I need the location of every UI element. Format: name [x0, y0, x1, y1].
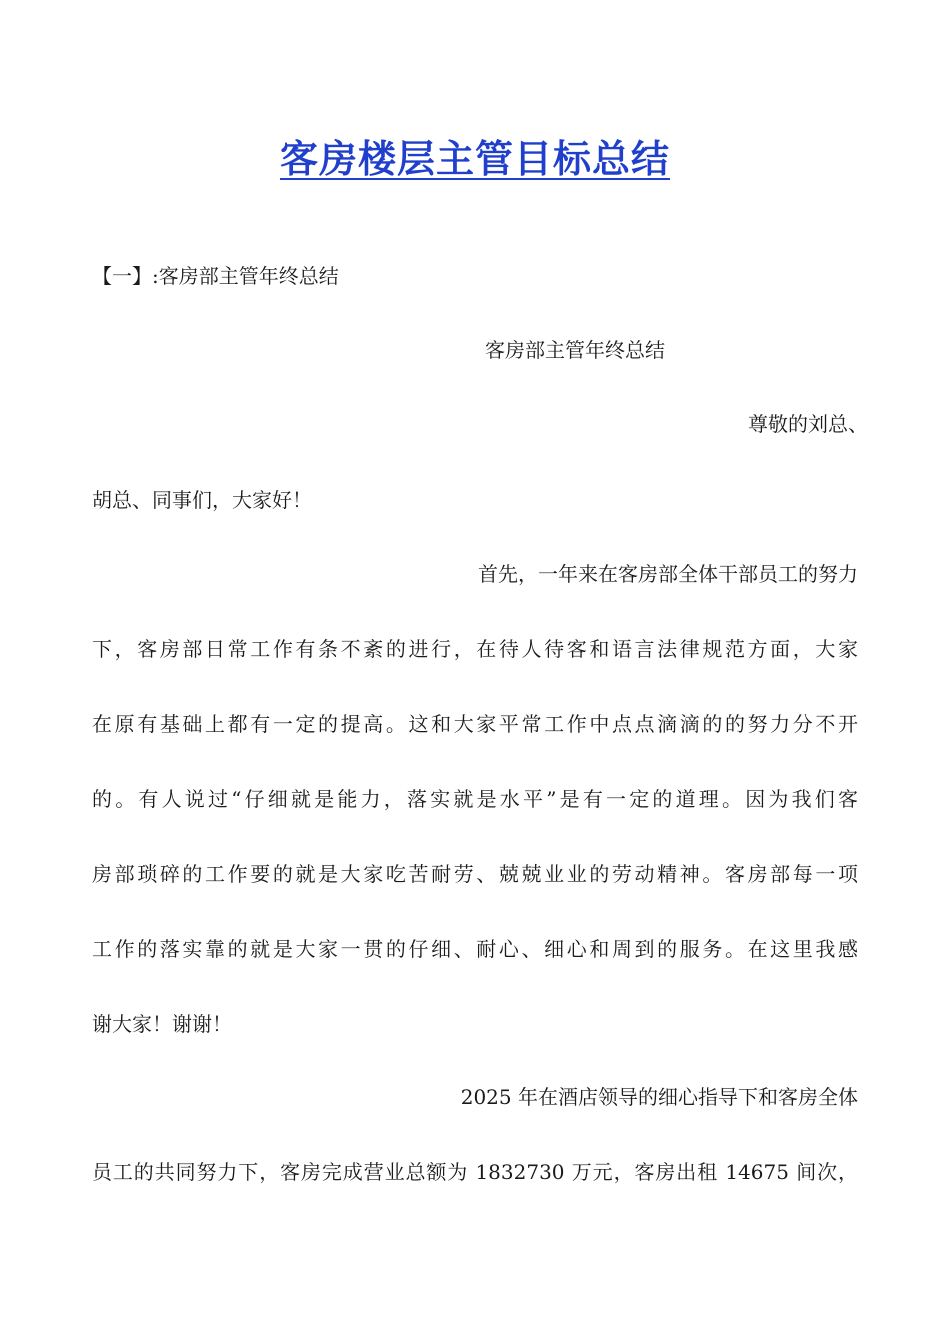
subtitle: 客房部主管年终总结	[485, 338, 665, 362]
paragraph-line: 首先，一年来在客房部全体干部员工的努力	[478, 562, 858, 586]
document-title: 客房楼层主管目标总结	[279, 137, 670, 181]
paragraph-line: 下，客房部日常工作有条不紊的进行，在待人待客和语言法律规范方面，大家	[92, 637, 858, 661]
paragraph-line: 在原有基础上都有一定的提高。这和大家平常工作中点点滴滴的的努力分不开	[92, 712, 858, 736]
paragraph-line: 2025 年在酒店领导的细心指导下和客房全体	[460, 1085, 858, 1109]
salutation-line-1: 尊敬的刘总、	[748, 412, 868, 436]
salutation-line-2: 胡总、同事们，大家好！	[92, 488, 312, 512]
paragraph-line: 谢大家！谢谢！	[92, 1012, 232, 1036]
paragraph-line: 房部琐碎的工作要的就是大家吃苦耐劳、兢兢业业的劳动精神。客房部每一项	[92, 862, 858, 886]
paragraph-line: 工作的落实靠的就是大家一贯的仔细、耐心、细心和周到的服务。在这里我感	[92, 937, 858, 961]
paragraph-line: 的。有人说过“仔细就是能力，落实就是水平”是有一定的道理。因为我们客	[92, 787, 858, 811]
paragraph-line: 员工的共同努力下，客房完成营业总额为 1832730 万元，客房出租 14675 间次，	[92, 1160, 858, 1184]
section-heading: 【一】:客房部主管年终总结	[92, 264, 339, 288]
